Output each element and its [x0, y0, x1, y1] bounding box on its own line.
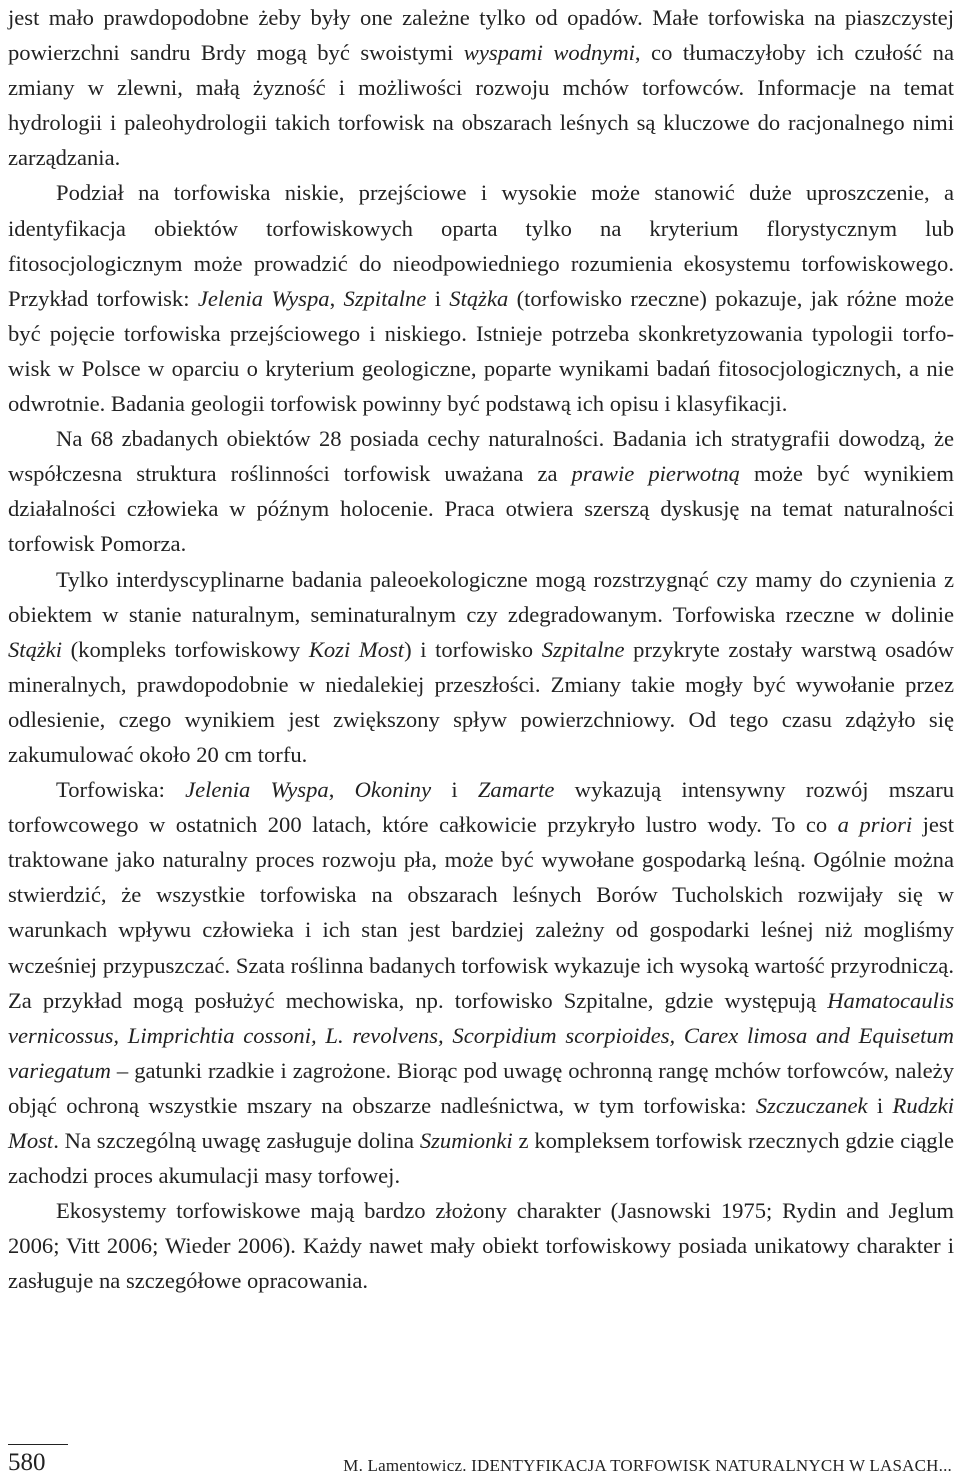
page-number: 580: [8, 1449, 46, 1476]
text-run: (torfowisko rzeczne) pokazuje, jak różne może być pojęcie torfowiska przejściowego i niskiego. Istnieje potrzeba skonkretyzowania typologii torfowisk w Polsce w oparciu o kryterium geologiczne, poparte wynikami badań fitosocjologicznych, a nie odwrotnie. Badania geologii torfowisk powinny być podstawą ich opisu i klasyfikacji.: [8, 285, 955, 417]
italic-term: Rudzki Most: [8, 1092, 955, 1153]
text-run: Podział na torfowiska niskie, przejściowe i wysokie może stanowić duże uproszczenie, a identyfikacja obiektów torfowiskowych oparta tylko na kryterium florystycznym lub fitosocjologicznym może prowadzić do nieodpowiedniego rozumienia ekosystemu torfowiskowego. Przykład torfowisk:: [8, 180, 954, 311]
paragraph: [8, 0, 954, 175]
text-run: , co tłumaczyłoby ich czułość na zmiany w zlewni, małą żyzność i możliwości rozwoju mchów torfowców. Informacje na temat hydrologii i paleohydrologii takich torfowisk na obszarach leśnych są kluczowe do racjonalnego nimi zarządzania.: [8, 40, 955, 171]
running-head: M. Lamentowicz. IDENTYFIKACJA TORFOWISK NATURALNYCH W LASACH...: [343, 1456, 952, 1475]
italic-term: Stążka: [449, 285, 509, 311]
text-run: . Na szczególną uwagę zasługuje dolina: [53, 1128, 420, 1153]
text-run: ) i torfowisko: [404, 636, 542, 662]
body-text: [8, 0, 954, 1298]
text-run: – gatunki rzadkie i zagrożone. Biorąc pod uwagę ochronną rangę mchów torfowców, należy objąć ochroną wszystkie mszary na obszarze nadleśnictwa, w tym torfowiska:: [8, 1057, 954, 1118]
paragraph: [8, 562, 954, 773]
text-run: Ekosystemy torfowiskowe mają bardzo złożony charakter (Jasnowski 1975; Rydin and Jeglum 2006; Vitt 2006; Wieder 2006). Każdy nawet mały obiekt torfowiskowy posiada unikatowy charakter i zasługuje na szczegółowe opracowania.: [8, 1198, 954, 1294]
italic-term: Stążki: [8, 636, 62, 662]
italic-term: wyspami wodnymi: [463, 40, 635, 66]
italic-term: Jelenia Wyspa: [197, 285, 330, 311]
text-run: Na 68 zbadanych obiektów 28 posiada cechy naturalności. Badania ich stratygrafii dowodzą, że współczesna struktura roślinności torfowisk uważana za: [8, 426, 954, 487]
text-run: Torfowiska:: [56, 777, 186, 803]
italic-term: Szumionki: [419, 1128, 513, 1153]
footer-rule: [8, 1444, 68, 1445]
text-run: ,: [329, 285, 344, 311]
text-run: i: [431, 777, 478, 803]
italic-term: Hamatocaulis vernicossus, Limprichtia cossoni, L. revolvens, Scorpidium scorpioides, Carex limosa and Equisetum variegatum: [8, 987, 954, 1083]
italic-term: Kozi Most: [308, 636, 405, 662]
italic-term: Szpitalne: [343, 285, 427, 311]
text-run: z kompleksem torfowisk rzecznych gdzie ciągle zachodzi proces akumulacji masy torfowej.: [8, 1128, 955, 1189]
text-run: jest mało prawdopodobne żeby były one zależne tylko od opadów. Małe torfowiska na piaszczystej powierzchni sandru Brdy mogą być swoistymi: [8, 5, 954, 66]
paragraph: [8, 1193, 954, 1298]
italic-term: Jelenia Wyspa: [185, 777, 329, 803]
text-run: i: [426, 285, 450, 311]
text-run: Tylko interdyscyplinarne badania paleoekologiczne mogą rozstrzygnąć czy mamy do czynienia z obiektem w stanie naturalnym, seminaturalnym czy zdegradowanym. Torfowiska rzeczne w dolinie: [8, 566, 954, 627]
italic-term: Szpitalne: [541, 636, 625, 662]
text-run: i: [867, 1092, 893, 1118]
text-run: (kompleks torfowiskowy: [61, 636, 309, 662]
paragraph: [8, 421, 954, 561]
text-run: przykryte zostały warstwą osadów mineralnych, prawdopodobnie w niedalekiej przeszłości. Zmiany takie mogły być wywołanie przez odlesienie, czego wynikiem jest zwiększony spływ powierzchniowy. Od tego czasu zdążyło się zakumulować około 20 cm torfu.: [8, 636, 954, 767]
document-page: [8, 0, 954, 1298]
italic-term: a priori: [837, 812, 913, 838]
paragraph: [8, 772, 954, 1193]
italic-term: Okoniny: [354, 777, 432, 803]
italic-term: Szczuczanek: [755, 1092, 868, 1118]
page-footer: [8, 1448, 952, 1478]
text-run: jest traktowane jako naturalny proces rozwoju pła, może być wywołane gospodarką leśną. Ogólnie można stwierdzić, że wszystkie torfowiska na obszarach leśnych Borów Tucholskich rozwijały się w warunkach wpływu człowieka i ich stan jest bardziej zależny od gospodarki leśnej niż mogliśmy wcześniej przypuszczać. Szata roślinna badanych torfowisk wykazuje ich wysoką wartość przyrodniczą. Za przykład mogą posłużyć mechowiska, np. torfowisko Szpitalne, gdzie występują: [8, 812, 954, 1013]
italic-term: Zamarte: [477, 777, 555, 803]
text-run: wykazują intensywny rozwój mszaru torfowcowego w ostatnich 200 latach, które całkowicie przykryło lustro wody. To co: [8, 777, 955, 838]
text-run: może być wynikiem działalności człowieka w późnym holocenie. Praca otwiera szerszą dyskusję na temat naturalności torfowisk Pomorza.: [8, 461, 955, 557]
paragraph: [8, 175, 954, 421]
text-run: ,: [328, 777, 355, 803]
italic-term: prawie pierwotną: [571, 461, 740, 487]
